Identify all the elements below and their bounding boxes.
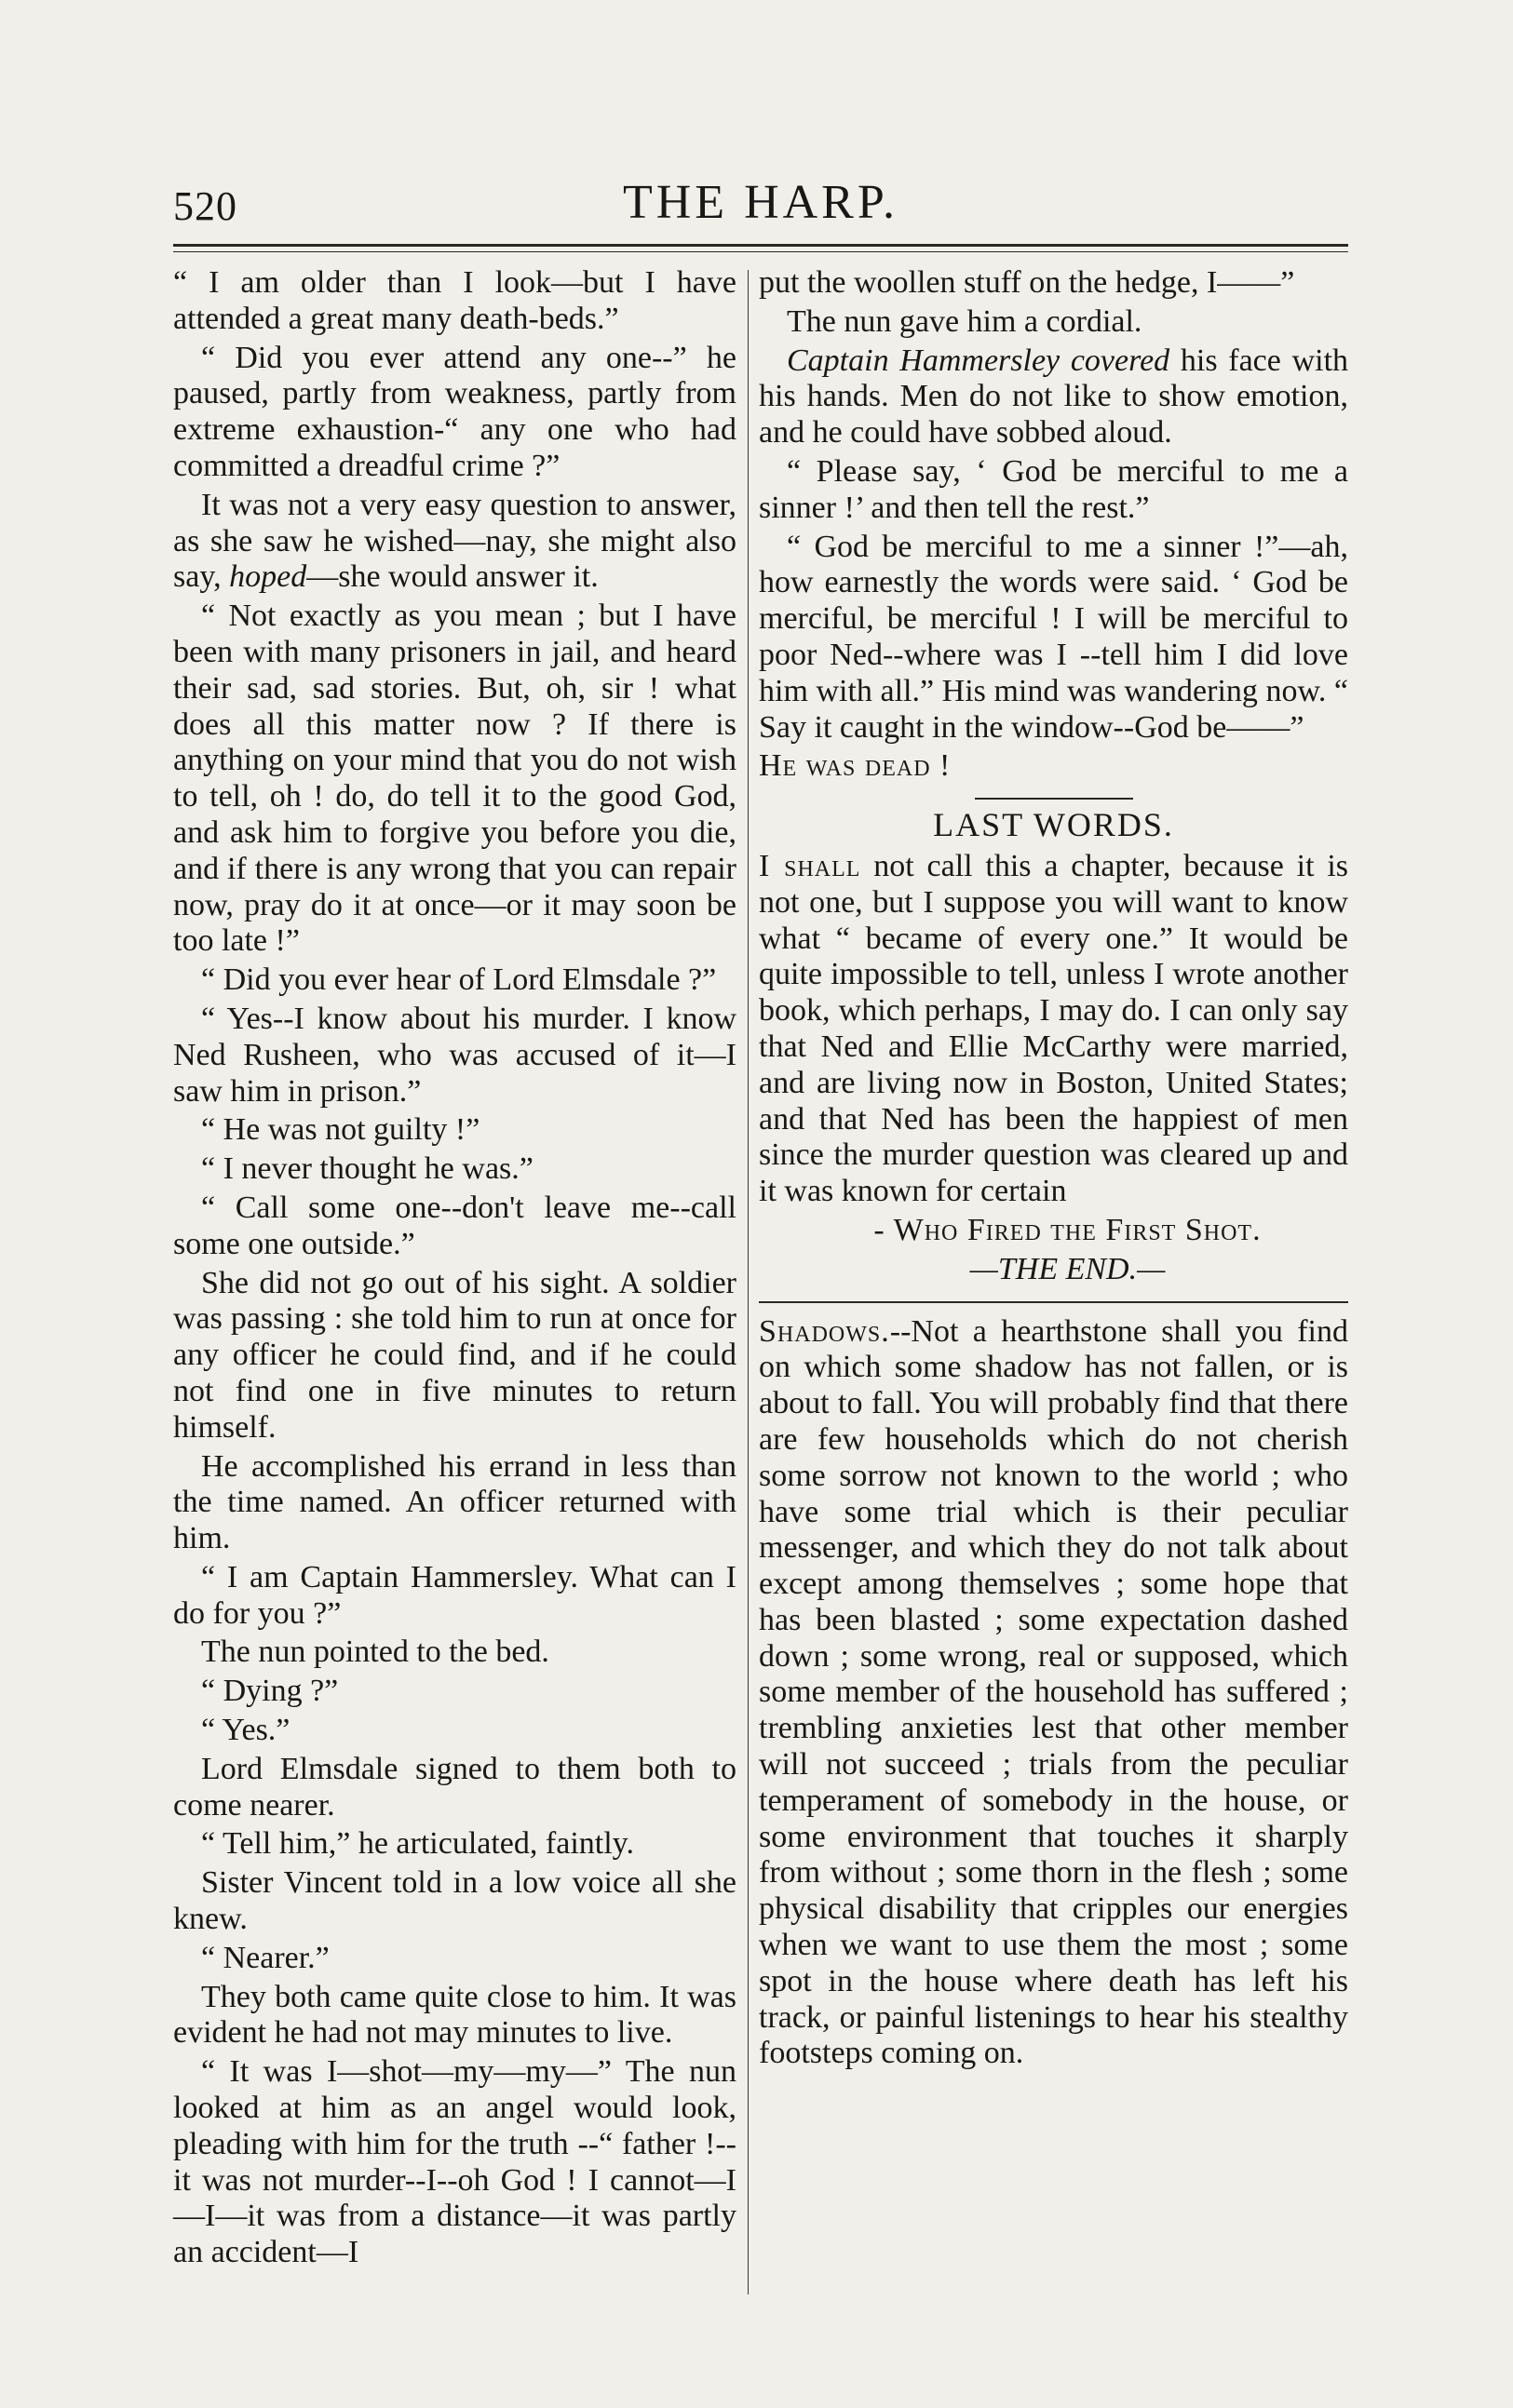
right-column	[759, 265, 1348, 2075]
emphasis: hoped	[229, 559, 307, 595]
emphasis: Captain Hammersley covered	[787, 343, 1170, 378]
paragraph: It was not a very easy question to answer, as she saw he wished—nay, she might also say, hoped—she would answer it.	[173, 487, 736, 595]
section-rule	[759, 1301, 1348, 1303]
paragraph: Captain Hammersley covered his face with his hands. Men do not like to show emotion, and he could have sobbed aloud.	[759, 343, 1349, 451]
paragraph: Lord Elmsdale signed to them both to come nearer.	[173, 1751, 736, 1823]
paragraph: “ I am older than I look—but I have attended a great many death-beds.”	[173, 265, 736, 336]
paragraph: “ Tell him,” he articulated, faintly.	[201, 1826, 634, 1862]
paragraph: The nun pointed to the bed.	[201, 1634, 549, 1670]
paragraph: “ It was I—shot—my—my—” The nun looked at him as an angel would look, pleading with him for the truth --“ father !--it was not murder--I--oh God ! I cannot—I—I—it was from a distance—it was partly an accident—I	[173, 2054, 736, 2270]
header-rule	[173, 244, 1348, 247]
paragraph	[759, 849, 1348, 1210]
lead-in: I shall	[759, 848, 861, 883]
paragraph: “ Call some one--don't leave me--call some one outside.”	[173, 1190, 736, 1261]
the-end: —THE END.—	[969, 1251, 1166, 1286]
paragraph: “ Yes.”	[201, 1713, 290, 1748]
header-rule-thin	[173, 251, 1348, 252]
paragraph: “ I never thought he was.”	[201, 1151, 534, 1187]
paragraph: “ Did you ever hear of Lord Elmsdale ?”	[201, 962, 717, 998]
death-line: He was dead !	[759, 748, 952, 784]
paragraph: “ Yes--I know about his murder. I know Ned Rusheen, who was accused of it—I saw him in prison.”	[173, 1001, 736, 1109]
page-header	[173, 175, 1348, 240]
paragraph: The nun gave him a cordial.	[787, 303, 1142, 339]
paragraph: “ Did you ever attend any one--” he paused, partly from weakness, partly from extreme exhaustion-“ any one who had committed a dreadful crime ?”	[173, 340, 736, 483]
section-rule	[975, 798, 1133, 800]
running-title: THE HARP.	[622, 176, 899, 229]
attribution: - Who Fired the First Shot.	[873, 1212, 1262, 1247]
lead-in: Shadows.	[759, 1313, 890, 1349]
left-column	[173, 265, 736, 2274]
paragraph-body: not call this a chapter, because it is not one, but I suppose you will want to know what “ became of every one.” It would be quite impossible to tell, unless I wrote another book, which perhaps, I may do. I can only say that Ned and Ellie McCarthy were married, and are living now in Boston, United States; and that Ned has been the happiest of men since the murder question was cleared up and it was known for certain	[759, 848, 1348, 1209]
paragraph-body: --Not a hearthstone shall you find on which some shadow has not fallen, or is about to fall. You will probably find that there are few households which do not cherish some sorrow not known to the world ; who have some trial which is their peculiar messenger, and which they do not talk about except among themselves ; some hope that has been blasted ; some expectation dashed down ; some wrong, real or supposed, which some member of the household has suffered ; trembling anxieties lest that other member will not succeed ; trials from the peculiar temperament of somebody in the house, or some environment that touches it sharply from without ; some thorn in the flesh ; some physical disability that cripples our energies when we want to use them the most ; some spot in the house where death has left his track, or painful listenings to hear his stealthy footsteps coming on.	[759, 1313, 1348, 2071]
paragraph: “ I am Captain Hammersley. What can I do for you ?”	[173, 1559, 736, 1631]
paragraph: “ God be merciful to me a sinner !”—ah, how earnestly the words were said. ‘ God be merciful, be merciful ! I will be merciful to poor Ned--where was I --tell him I did love him with all.” His mind was wandering now. “ Say it caught in the window--God be——”	[759, 529, 1348, 745]
column-divider	[748, 270, 749, 2294]
paragraph: “ Please say, ‘ God be merciful to me a sinner !’ and then tell the rest.”	[759, 453, 1348, 525]
section-heading: LAST WORDS.	[933, 806, 1174, 844]
paragraph	[759, 1314, 1348, 2073]
page-number: 520	[173, 183, 237, 229]
paragraph: Sister Vincent told in a low voice all she knew.	[173, 1865, 736, 1937]
paragraph-continuation: put the woollen stuff on the hedge, I——”	[759, 265, 1295, 300]
paragraph: “ He was not guilty !”	[201, 1112, 480, 1148]
paragraph: They both came quite close to him. It was evident he had not may minutes to live.	[173, 1979, 736, 2051]
paragraph: “ Dying ?”	[201, 1674, 339, 1709]
paragraph: “ Nearer.”	[201, 1940, 330, 1975]
paragraph: She did not go out of his sight. A soldier was passing : she told him to run at once for any officer he could find, and if he could not find one in five minutes to return himself.	[173, 1265, 736, 1445]
paragraph: He accomplished his errand in less than the time named. An officer returned with him.	[173, 1448, 736, 1556]
paragraph: “ Not exactly as you mean ; but I have been with many prisoners in jail, and heard their sad, sad stories. But, oh, sir ! what does all this matter now ? If there is anything on your mind that you do not wish to tell, oh ! do, do tell it to the good God, and ask him to forgive you before you die, and if there is any wrong that you can repair now, pray do it at once—or it may soon be too late !”	[173, 599, 736, 959]
